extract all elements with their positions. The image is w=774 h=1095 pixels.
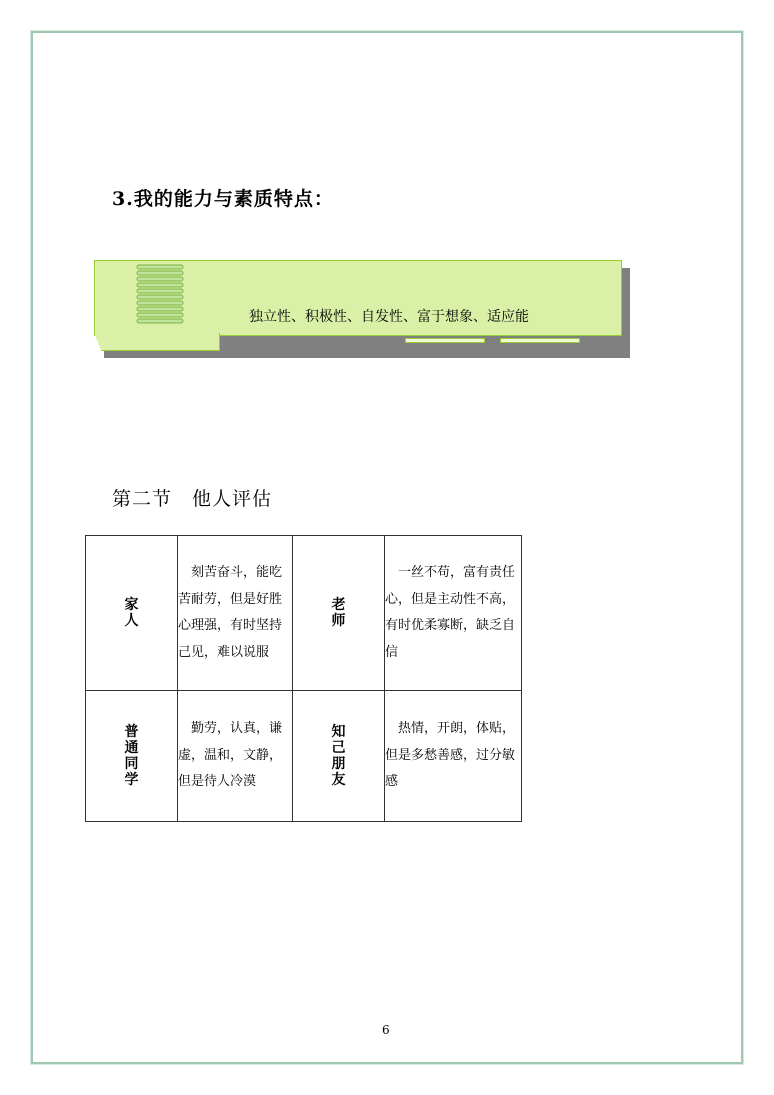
- label-cell: [293, 691, 385, 822]
- content-cell: 热情，开朗，体贴，但是多愁善感，过分敏感: [385, 691, 522, 822]
- assessment-table: [85, 535, 522, 822]
- decor-line: [500, 338, 580, 343]
- label-cell: [86, 691, 178, 822]
- row-label: 家人: [124, 597, 139, 629]
- table-row: [86, 691, 522, 822]
- label-cell: [86, 536, 178, 691]
- page-number: 6: [382, 1023, 390, 1037]
- decor-line: [405, 338, 485, 343]
- subsection-heading: 第二节 他人评估: [112, 488, 273, 510]
- section-heading: 3.我的能力与素质特点：: [112, 188, 334, 210]
- table-row: [86, 536, 522, 691]
- row-label: 知己朋友: [331, 724, 346, 788]
- content-cell: 一丝不苟，富有责任心，但是主动性不高，有时优柔寡断，缺乏自信: [385, 536, 522, 691]
- row-label: 普通同学: [124, 724, 139, 788]
- content-cell: 刻苦奋斗，能吃苦耐劳，但是好胜心理强，有时坚持己见，难以说服: [178, 536, 293, 691]
- label-cell: [293, 536, 385, 691]
- row-label: 老师: [331, 597, 346, 629]
- content-cell: 勤劳，认真，谦虚，温和，文静，但是待人冷漠: [178, 691, 293, 822]
- banner-tab: [94, 333, 220, 351]
- spring-binding-icon: [136, 264, 184, 328]
- banner-text: 独立性、积极性、自发性、富于想象、适应能: [249, 309, 529, 325]
